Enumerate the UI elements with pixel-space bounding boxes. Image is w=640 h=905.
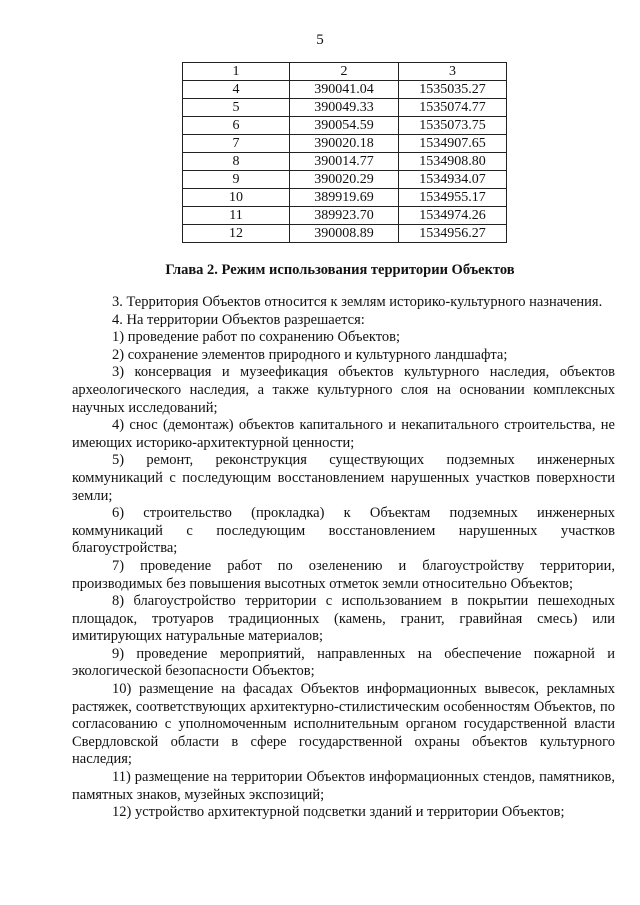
table-cell: 390014.77	[290, 153, 399, 171]
table-cell: 390020.18	[290, 135, 399, 153]
table-cell: 12	[183, 225, 290, 243]
table-cell: 390049.33	[290, 99, 399, 117]
list-item: 7) проведение работ по озеленению и благоустройству территории, производимых без повышения высотных отметок земли относительно Объектов;	[72, 557, 615, 592]
table-row	[183, 171, 507, 189]
table-cell: 390041.04	[290, 81, 399, 99]
list-item: 12) устройство архитектурной подсветки зданий и территории Объектов;	[112, 804, 565, 821]
table-row	[183, 99, 507, 117]
table-header-cell: 3	[399, 63, 507, 81]
page-number: 5	[316, 32, 324, 48]
paragraph: 4. На территории Объектов разрешается:	[112, 311, 365, 328]
table-cell: 389919.69	[290, 189, 399, 207]
paragraph: 3. Территория Объектов относится к землям историко-культурного назначения.	[112, 294, 603, 310]
list-item: 11) размещение на территории Объектов информационных стендов, памятников, памятных знаков, музейных экспозиций;	[72, 769, 615, 803]
table-cell: 390054.59	[290, 117, 399, 135]
table-cell: 1534934.07	[399, 171, 507, 189]
list-item: 3) консервация и музеефикация объектов культурного наследия, объектов археологического наследия, а также культурного слоя на основании комплексных научных исследований;	[72, 364, 615, 416]
table-row	[183, 153, 507, 171]
table-row	[183, 81, 507, 99]
list-item: 9) проведение мероприятий, направленных на обеспечение пожарной и экологической безопасности Объектов;	[72, 645, 615, 680]
table-cell: 5	[183, 99, 290, 117]
table-cell: 1534907.65	[399, 135, 507, 153]
table-cell: 9	[183, 171, 290, 189]
chapter-title: Глава 2. Режим использования территории Объектов	[165, 262, 515, 278]
table-cell: 389923.70	[290, 207, 399, 225]
list-item: 8) благоустройство территории с использованием в покрытии пешеходных площадок, тротуаров традиционных (камень, гранит, гравийная смесь) или имитирующих натуральные материалов;	[72, 593, 615, 645]
table-row	[183, 135, 507, 153]
table-cell: 390020.29	[290, 171, 399, 189]
table-header-row	[183, 63, 507, 81]
list-item: 2) сохранение элементов природного и культурного ландшафта;	[112, 346, 508, 363]
table-header-cell: 2	[290, 63, 399, 81]
table-row	[183, 117, 507, 135]
coordinates-table	[182, 62, 507, 243]
table-cell: 8	[183, 153, 290, 171]
table-cell: 1534974.26	[399, 207, 507, 225]
list-item: 5) ремонт, реконструкция существующих подземных инженерных коммуникаций с последующим восстановлением нарушенных участков поверхности земли;	[72, 452, 615, 504]
table-cell: 1534956.27	[399, 225, 507, 243]
list-item: 1) проведение работ по сохранению Объектов;	[112, 329, 401, 346]
table-cell: 7	[183, 135, 290, 153]
table-cell: 1535074.77	[399, 99, 507, 117]
table-cell: 1534908.80	[399, 153, 507, 171]
table-cell: 1535073.75	[399, 117, 507, 135]
table-header-cell: 1	[183, 63, 290, 81]
list-item: 10) размещение на фасадах Объектов информационных вывесок, рекламных растяжек, соответствующих архитектурно-стилистическим особенностям Объектов, по согласованию с уполномоченным исполнительным органом государственной власти Свердловской области в сфере государственной охраны объектов культурного наследия;	[72, 681, 615, 768]
table-cell: 1535035.27	[399, 81, 507, 99]
list-item: 6) строительство (прокладка) к Объектам подземных инженерных коммуникаций с последующим восстановлением нарушенных участков благоустройства;	[72, 505, 615, 557]
table-row	[183, 189, 507, 207]
table-cell: 6	[183, 117, 290, 135]
table-row	[183, 225, 507, 243]
table-cell: 1534955.17	[399, 189, 507, 207]
document-body	[72, 294, 615, 822]
table-cell: 10	[183, 189, 290, 207]
list-item: 4) снос (демонтаж) объектов капитального и некапитального строительства, не имеющих историко-архитектурной ценности;	[72, 417, 615, 451]
table-cell: 4	[183, 81, 290, 99]
table-row	[183, 207, 507, 225]
table-cell: 11	[183, 207, 290, 225]
table-cell: 390008.89	[290, 225, 399, 243]
